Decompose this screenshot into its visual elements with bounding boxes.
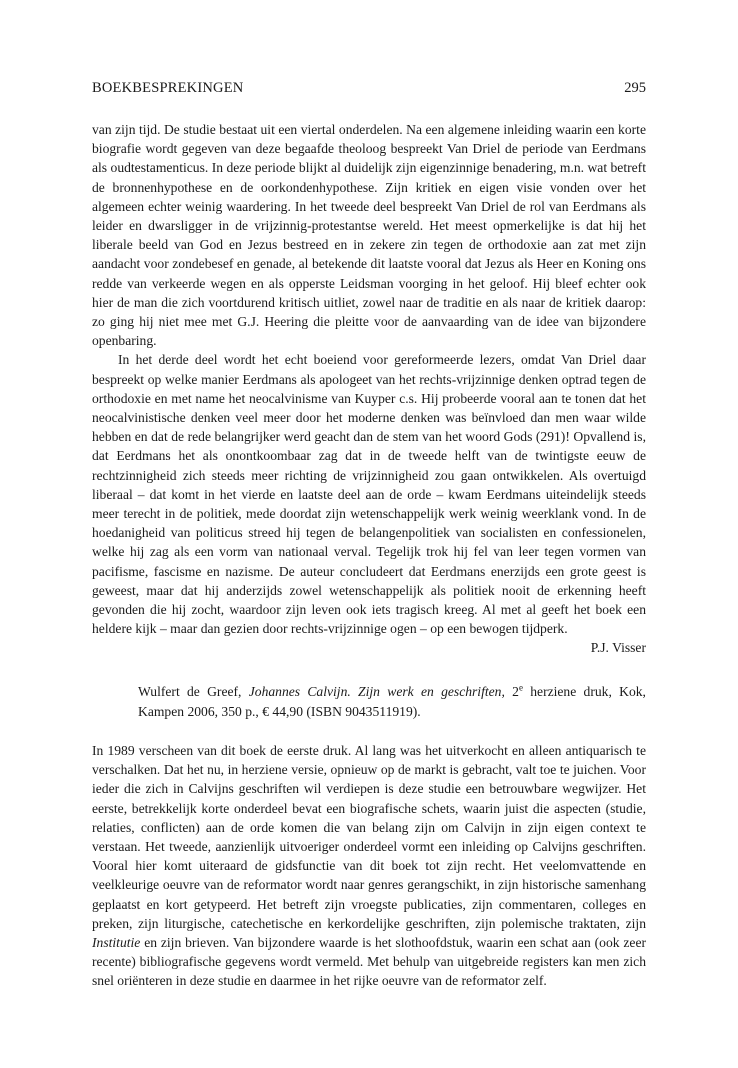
review1-paragraph-2: In het derde deel wordt het echt boeiend voor gereformeerde lezers, omdat Van Driel daar bespreekt op welke manier Eerdmans als apologeet van het rechts-vrijzinnige denken optrad tegen de orthodoxie en met name het neocalvinisme van Kuyper c.s. Hij probeerde vooral aan te tonen dat het neocalvinistische denken veel meer door het moderne denken was beïnvloed dan men waar wilde hebben en dat de rede belangrijker werd geacht dan de stem van het woord Gods (291)! Opvallend is, dat Eerdmans het als onontkoombaar zag dat in de tweede helft van de twintigste eeuw de rechtzinnigheid zich steeds meer richting de vrijzinnigheid zou gaan ontwikkelen. Als overtuigd liberaal – dat komt in het vierde en laatste deel aan de orde – kwam Eerdmans uiteindelijk steeds meer terecht in de politiek, mede doordat zijn wetenschappelijk werk weinig weerklank vond. In de hoedanigheid van politicus streed hij tegen de belangenpolitiek van socialisten en confessionelen, welke hij zag als een vorm van nationaal verval. Tegelijk trok hij fel van leer tegen vormen van pacifisme, fascisme en nazisme. De auteur concludeert dat Eerdmans enerzijds een grote geest is geweest, maar dat hij anderzijds zowel wetenschappelijk als politiek nooit de erkenning heeft gevonden die hij zocht, waardoor zijn leven ook iets tragisch kreeg. Al met al geeft het boek een heldere kijk – maar dan gezien door rechts-vrijzinnige ogen – op een bewogen tijdperk. xyxy=(92,352,646,637)
review2-italic-institutie: Institutie xyxy=(92,935,141,951)
citation-title: Johannes Calvijn. Zijn werk en geschriften, xyxy=(248,684,505,699)
citation-edition-number: 2 xyxy=(512,684,519,699)
page-number: 295 xyxy=(624,80,646,96)
review2-text-part-2: en zijn brieven. Van bijzondere waarde is het slothoofdstuk, waarin een schat aan (ook zeer recente) bibliografische gegevens wordt vermeld. Met behulp van uitgebreide registers kan men zich snel oriënteren in deze studie en daarmee in het rijke oeuvre van de reformator zelf. xyxy=(92,935,647,989)
citation-details: herziene druk, Kok, Kampen 2006, 350 p., € 44,90 (ISBN 9043511919). xyxy=(138,684,646,719)
review2-paragraph xyxy=(92,741,646,991)
citation-author: Wulfert de Greef, xyxy=(138,684,242,699)
section-title: BOEKBESPREKINGEN xyxy=(92,80,244,96)
review2-text-part-1: In 1989 verscheen van dit boek de eerste druk. Al lang was het uitverkocht en alleen antiquarisch te verschalken. Dat het nu, in herziene versie, opnieuw op de markt is gebracht, valt toe te juichen. Voor ieder die zich in Calvijns geschriften wil verdiepen is deze studie een betrouwbare wegwijzer. Het eerste, betrekkelijk korte onderdeel bevat een biografische schets, waarin juist die aspecten (studie, relaties, conflicten) aan de orde komen die van belang zijn om Calvijn in zijn eigen context te verstaan. Het tweede, aanzienlijk uitvoeriger onderdeel vormt een inleiding op Calvijns geschriften. Vooral hier komt uiteraard de gidsfunctie van dit boek tot zijn recht. Het veelomvattende en veelkleurige oeuvre van de reformator wordt naar genres gerangschikt, in zijn historische samenhang geplaatst en kort getypeerd. Het betreft zijn vroegste publicaties, zijn commentaren, colleges en preken, zijn liturgische, catechetische en kerkordelijke geschriften, zijn polemische traktaten, zijn xyxy=(92,743,646,931)
review-eerdmans xyxy=(92,120,646,658)
reviewer-signature: P.J. Visser xyxy=(590,640,646,656)
book-citation xyxy=(138,682,646,722)
citation-edition-superscript: e xyxy=(518,682,523,693)
review1-paragraph-1: van zijn tijd. De studie bestaat uit een viertal onderdelen. Na een algemene inleiding waarin een korte biografie wordt gegeven van deze begaafde theoloog bespreekt Van Driel de periode van Eerdmans als oudtestamenticus. In deze periode blijkt al duidelijk zijn eigenzinnige benadering, m.n. wat betreft de bronnenhypothese en de oorkondenhypothese. Zijn kritiek en eigen visie vonden over het algemeen echter weinig waardering. In het tweede deel bespreekt Van Driel de rol van Eerdmans als leider en dwarsligger in de vrijzinnig-protestantse wereld. Het meest opmerkelijke is dat hij het liberale beeld van God en Jezus bestreed en in zekere zin tegen de orthodoxie aan zat met zijn aandacht voor zondebesef en genade, al betekende dit laatste vooral dat Jezus als Heer en Koning ons redde van verkeerde wegen en als opperste Leidsman voorging in het geloof. Hij bleef echter ook hier de man die zich voortdurend kritisch uitliet, zowel naar de traditie en als naar de kritiek daarop: zo ging hij niet mee met G.J. Heering die pleitte voor de aanvaarding van de idee van bijzondere openbaring. xyxy=(92,122,646,349)
review-calvijn xyxy=(92,741,646,991)
